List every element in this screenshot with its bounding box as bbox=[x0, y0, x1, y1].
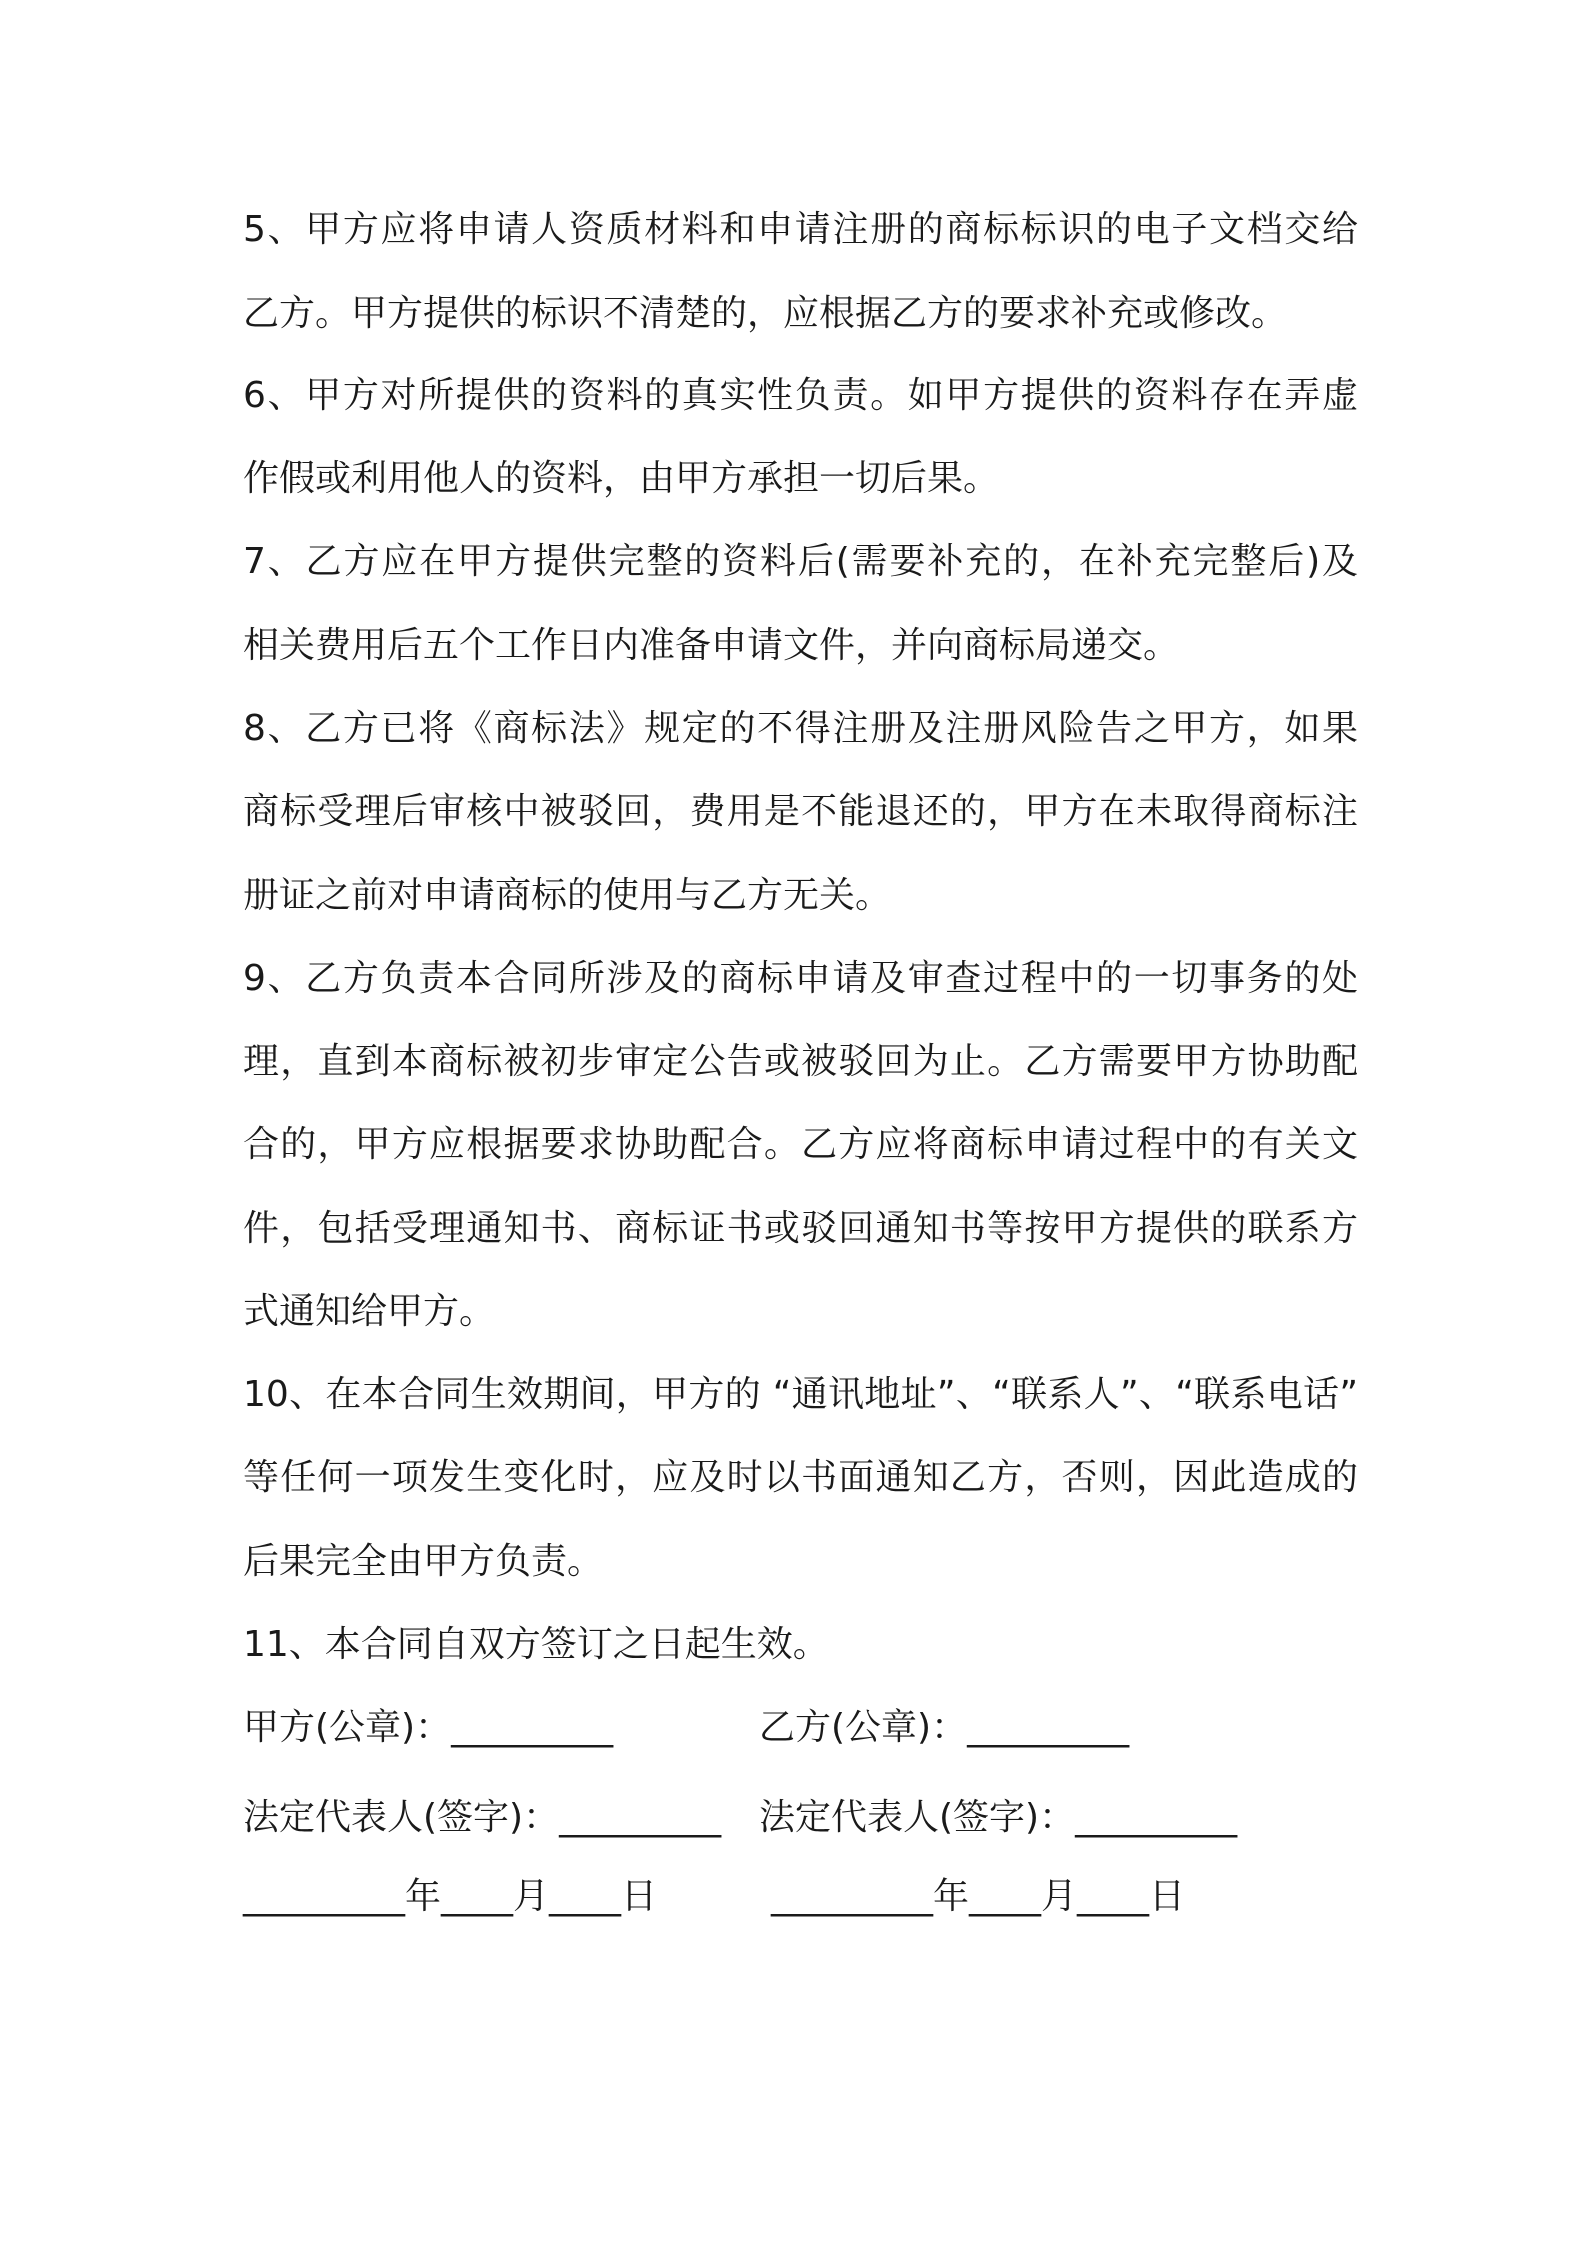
party-a-representative-field: 法定代表人(签字)：_________ bbox=[243, 1797, 722, 1838]
clause-10-line-3: 后果完全由甲方负责。 bbox=[243, 1541, 604, 1582]
clause-6-line-2: 作假或利用他人的资料，由甲方承担一切后果。 bbox=[243, 458, 1000, 499]
clause-7-line-2: 相关费用后五个工作日内准备申请文件，并向商标局递交。 bbox=[243, 625, 1180, 666]
clause-10-line-1: 10、在本合同生效期间，甲方的 “通讯地址”、“联系人”、“联系电话” bbox=[243, 1374, 1358, 1415]
clause-7-line-1: 7、乙方应在甲方提供完整的资料后(需要补充的，在补充完整后)及 bbox=[243, 541, 1358, 582]
clause-9-line-3: 合的，甲方应根据要求协助配合。乙方应将商标申请过程中的有关文 bbox=[243, 1124, 1358, 1165]
clause-8-line-1: 8、乙方已将《商标法》规定的不得注册及注册风险告之甲方，如果 bbox=[243, 708, 1358, 749]
party-b-representative-field: 法定代表人(签字)：_________ bbox=[759, 1797, 1238, 1838]
clause-5-line-1: 5、甲方应将申请人资质材料和申请注册的商标标识的电子文档交给 bbox=[243, 209, 1358, 250]
clause-11-line-1: 11、本合同自双方签订之日起生效。 bbox=[243, 1624, 829, 1665]
party-b-seal-field: 乙方(公章)：_________ bbox=[759, 1707, 1130, 1748]
clause-8-line-2: 商标受理后审核中被驳回，费用是不能退还的，甲方在未取得商标注 bbox=[243, 791, 1358, 832]
clause-5-line-2: 乙方。甲方提供的标识不清楚的，应根据乙方的要求补充或修改。 bbox=[243, 293, 1288, 334]
party-b-date-field: _________年____月____日 bbox=[771, 1876, 1185, 1917]
clause-9-line-2: 理，直到本商标被初步审定公告或被驳回为止。乙方需要甲方协助配 bbox=[243, 1041, 1358, 1082]
party-a-date-field: _________年____月____日 bbox=[243, 1876, 657, 1917]
party-a-seal-field: 甲方(公章)：_________ bbox=[243, 1707, 614, 1748]
clause-9-line-4: 件，包括受理通知书、商标证书或驳回通知书等按甲方提供的联系方 bbox=[243, 1208, 1358, 1249]
clause-9-line-5: 式通知给甲方。 bbox=[243, 1291, 496, 1332]
clause-10-line-2: 等任何一项发生变化时，应及时以书面通知乙方，否则，因此造成的 bbox=[243, 1457, 1358, 1498]
clause-9-line-1: 9、乙方负责本合同所涉及的商标申请及审查过程中的一切事务的处 bbox=[243, 958, 1358, 999]
clause-6-line-1: 6、甲方对所提供的资料的真实性负责。如甲方提供的资料存在弄虚 bbox=[243, 375, 1358, 416]
clause-8-line-3: 册证之前对申请商标的使用与乙方无关。 bbox=[243, 875, 892, 916]
